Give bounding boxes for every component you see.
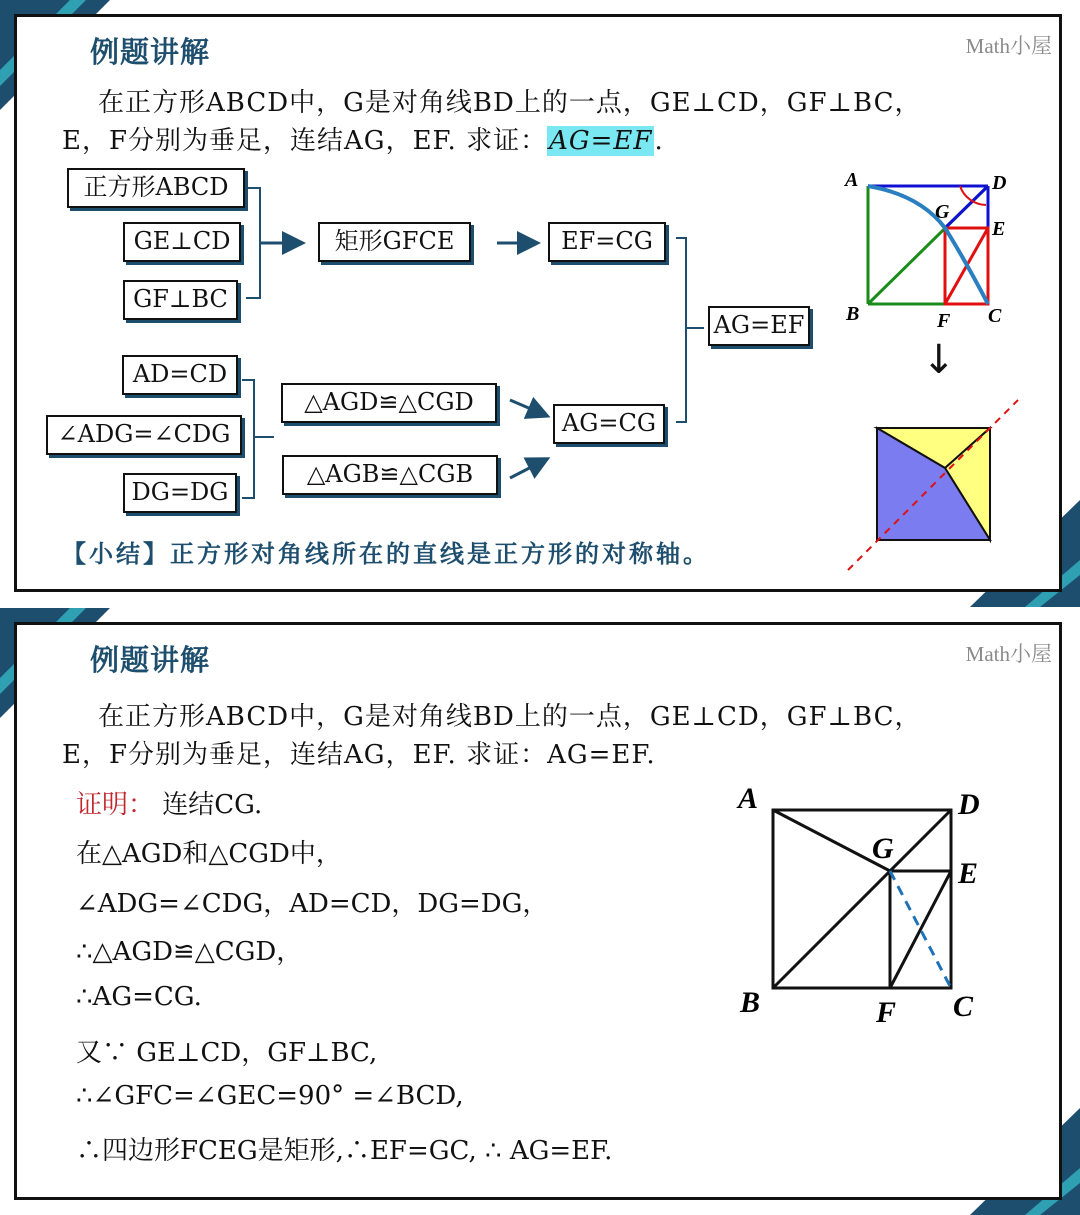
- problem-line-1: 在正方形ABCD中，G是对角线BD上的一点，GE⊥CD，GF⊥BC，: [98, 702, 922, 732]
- box-ag-eq-cg: AG=CG: [553, 404, 665, 444]
- label-a: A: [738, 782, 759, 815]
- problem-line-2: E，F分别为垂足，连结AG，EF. 求证：AG=EF.: [62, 740, 656, 770]
- label-f: F: [876, 996, 897, 1029]
- box-ad-eq-cd: AD=CD: [122, 355, 238, 395]
- problem-line-2-suffix: .: [654, 126, 664, 156]
- label-e: E: [958, 857, 979, 890]
- proof-line-0: [76, 784, 262, 821]
- summary-text: 【小结】正方形对角线所在的直线是正方形的对称轴。: [62, 539, 710, 568]
- label-e: E: [992, 218, 1006, 240]
- label-b: B: [846, 303, 860, 325]
- label-b: B: [740, 986, 761, 1019]
- label-f: F: [937, 310, 951, 328]
- proof-line-4: ∴AG=CG.: [76, 982, 202, 1012]
- label-d: D: [958, 788, 980, 821]
- highlighted-conclusion: AG=EF: [549, 126, 653, 156]
- slide-2: [0, 608, 1080, 1215]
- box-ge-perp-cd: GE⊥CD: [123, 222, 241, 262]
- proof-line-5: 又∵ GE⊥CD，GF⊥BC,: [76, 1038, 378, 1068]
- proof-label: 证明：: [76, 790, 155, 820]
- page-title: 例题讲解: [90, 643, 211, 677]
- box-square-abcd: 正方形ABCD: [67, 168, 245, 208]
- label-g: G: [935, 201, 950, 223]
- problem-statement: [62, 698, 1022, 774]
- box-ef-eq-cg: EF=CG: [548, 222, 666, 262]
- brand-label: Math小屋: [965, 34, 1052, 58]
- colored-square-figure: [836, 168, 1026, 328]
- problem-line-2-prefix: E，F分别为垂足，连结AG，EF. 求证：: [62, 126, 548, 156]
- proof-figure: [730, 780, 1000, 1030]
- brand-label: Math小屋: [965, 642, 1052, 666]
- symmetry-figure: [840, 398, 1025, 574]
- label-c: C: [953, 990, 974, 1023]
- slide-1: [0, 0, 1080, 607]
- box-gf-perp-bc: GF⊥BC: [123, 280, 238, 320]
- box-angle-adg-eq-cdg: ∠ADG=∠CDG: [46, 415, 242, 455]
- proof-line-3: ∴△AGD≌△CGD，: [76, 937, 303, 967]
- label-g: G: [872, 832, 894, 865]
- box-tri-agd-cong-cgd: △AGD≌△CGD: [281, 383, 497, 423]
- proof-line-2: ∠ADG=∠CDG，AD=CD，DG=DG，: [76, 889, 549, 919]
- proof-line-7: ∴四边形FCEG是矩形,∴EF=GC, ∴ AG=EF.: [76, 1136, 613, 1166]
- proof-line-6: ∴∠GFC=∠GEC=90° =∠BCD,: [76, 1081, 464, 1111]
- label-d: D: [992, 172, 1007, 194]
- proof-line-0-rest: 连结CG.: [154, 790, 263, 820]
- box-ag-eq-ef: AG=EF: [708, 306, 810, 346]
- problem-line-1: 在正方形ABCD中，G是对角线BD上的一点，GE⊥CD，GF⊥BC，: [98, 88, 922, 118]
- label-a: A: [845, 169, 859, 191]
- down-arrow: ↓: [922, 337, 956, 383]
- box-rectangle-gfce: 矩形GFCE: [318, 222, 471, 262]
- proof-line-1: 在△AGD和△CGD中，: [76, 839, 342, 869]
- box-tri-agb-cong-cgb: △AGB≌△CGB: [282, 455, 498, 495]
- box-dg-eq-dg: DG=DG: [123, 473, 237, 513]
- label-c: C: [988, 305, 1002, 327]
- page-title: 例题讲解: [90, 35, 211, 69]
